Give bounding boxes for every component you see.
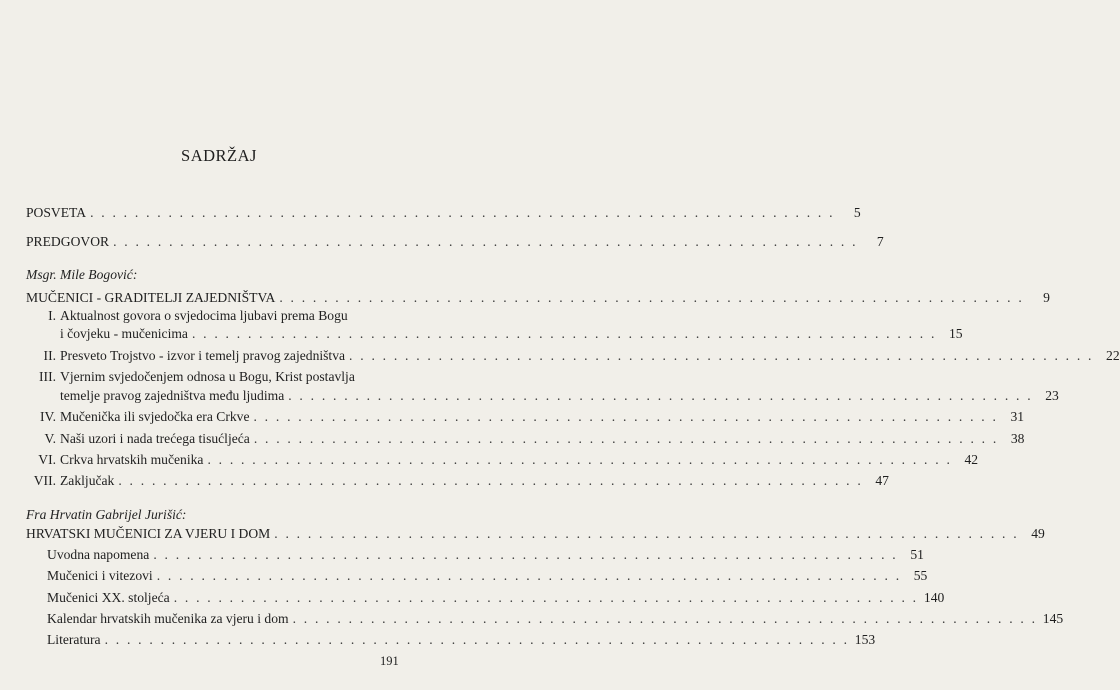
chapter-3-line1	[26, 369, 355, 384]
chapter-number: II.	[43, 348, 56, 363]
chapter-5	[26, 431, 1025, 446]
toc-entry-page: 15	[948, 326, 963, 341]
leader-dots: . . . . . . . . . . . . . . . . . . . . . . . . . . . . . . . . . . . . . . . . . . . . . . . . . . . . . . . . . . . . . . . . . . .	[349, 348, 1094, 363]
chapter-title: Presveto Trojstvo - izvor i temelj pravog zajedništva	[60, 348, 346, 363]
chapter-3-line2	[60, 388, 1059, 403]
leader-dots: . . . . . . . . . . . . . . . . . . . . . . . . . . . . . . . . . . . . . . . . . . . . . . . . . . . . . . . . . . . . . . . . . . .	[118, 473, 863, 488]
chapter-number: I.	[48, 308, 56, 323]
part2-author: Fra Hrvatin Gabrijel Jurišić:	[26, 507, 187, 522]
section-uvodna-napomena	[47, 547, 924, 562]
chapter-1-line2	[60, 326, 963, 341]
section-title: Literatura	[47, 632, 101, 647]
chapter-title: Zaključak	[60, 473, 115, 488]
chapter-title: Naši uzori i nada trećega tisućljeća	[60, 431, 250, 446]
toc-entry-page: 55	[913, 568, 928, 583]
chapter-number: V.	[44, 431, 56, 446]
section-kalendar	[47, 611, 1064, 626]
toc-entry-page: 145	[1042, 611, 1064, 626]
leader-dots: . . . . . . . . . . . . . . . . . . . . . . . . . . . . . . . . . . . . . . . . . . . . . . . . . . . . . . . . . . . . . . . . . . .	[156, 568, 902, 583]
chapter-7	[26, 473, 889, 488]
toc-entry-page: 153	[854, 632, 876, 647]
leader-dots: . . . . . . . . . . . . . . . . . . . . . . . . . . . . . . . . . . . . . . . . . . . . . . . . . . . . . . . . . . . . . . . . . . .	[288, 388, 1033, 403]
part2-heading: HRVATSKI MUČENICI ZA VJERU I DOM	[26, 526, 271, 541]
page-number: 191	[380, 654, 399, 668]
section-title: Uvodna napomena	[47, 547, 150, 562]
toc-entry-label: POSVETA	[26, 205, 87, 220]
chapter-4	[26, 409, 1025, 424]
leader-dots: . . . . . . . . . . . . . . . . . . . . . . . . . . . . . . . . . . . . . . . . . . . . . . . . . . . . . . . . . . . . . . . . . . .	[191, 326, 937, 341]
toc-entry-page: 49	[1031, 526, 1045, 541]
part1-heading-entry	[26, 290, 1050, 305]
chapter-number: VII.	[33, 473, 56, 488]
toc-entry-label: PREDGOVOR	[26, 234, 110, 249]
leader-dots: . . . . . . . . . . . . . . . . . . . . . . . . . . . . . . . . . . . . . . . . . . . . . . . . . . . . . . . . . . . . . . . . . . .	[173, 590, 919, 605]
toc-entry-page: 51	[910, 547, 924, 562]
chapter-title: Aktualnost govora o svjedocima ljubavi prema Bogu	[60, 308, 348, 323]
chapter-title: Vjernim svjedočenjem odnosa u Bogu, Krist postavlja	[60, 369, 355, 384]
leader-dots: . . . . . . . . . . . . . . . . . . . . . . . . . . . . . . . . . . . . . . . . . . . . . . . . . . . . . . . . . . . . . . . . . . .	[274, 526, 1019, 541]
chapter-2	[26, 348, 1120, 363]
toc-entry-page: 5	[853, 205, 861, 220]
toc-entry-page: 140	[923, 590, 945, 605]
section-mucenici-xx-stoljeca	[47, 590, 945, 605]
toc-entry-page: 7	[876, 234, 884, 249]
toc-entry-predgovor	[26, 234, 884, 249]
leader-dots: . . . . . . . . . . . . . . . . . . . . . . . . . . . . . . . . . . . . . . . . . . . . . . . . . . . . . . . . . . . . . . . . . . .	[104, 632, 850, 647]
chapter-title-cont: i čovjeku - mučenicima	[60, 326, 188, 341]
toc-entry-page: 42	[964, 452, 979, 467]
section-mucenici-i-vitezovi	[47, 568, 928, 583]
chapter-1-line1	[26, 308, 348, 323]
toc-entry-page: 9	[1043, 290, 1050, 305]
leader-dots: . . . . . . . . . . . . . . . . . . . . . . . . . . . . . . . . . . . . . . . . . . . . . . . . . . . . . . . . . . . . . . . . . . .	[279, 290, 1024, 305]
chapter-number: VI.	[38, 452, 56, 467]
chapter-number: IV.	[40, 409, 56, 424]
chapter-title: Crkva hrvatskih mučenika	[60, 452, 204, 467]
section-title: Mučenici i vitezovi	[47, 568, 153, 583]
section-title: Kalendar hrvatskih mučenika za vjeru i dom	[47, 611, 289, 626]
section-literatura	[47, 632, 876, 647]
chapter-title-cont: temelje pravog zajedništva među ljudima	[60, 388, 285, 403]
leader-dots: . . . . . . . . . . . . . . . . . . . . . . . . . . . . . . . . . . . . . . . . . . . . . . . . . . . . . . . . . . . . . . . . . . .	[153, 547, 898, 562]
toc-entry-page: 47	[875, 473, 889, 488]
part1-author: Msgr. Mile Bogović:	[26, 267, 138, 282]
leader-dots: . . . . . . . . . . . . . . . . . . . . . . . . . . . . . . . . . . . . . . . . . . . . . . . . . . . . . . . . . . . . . . . . . . .	[90, 205, 835, 220]
part2-heading-entry	[26, 526, 1045, 541]
leader-dots: . . . . . . . . . . . . . . . . . . . . . . . . . . . . . . . . . . . . . . . . . . . . . . . . . . . . . . . . . . . . . . . . . . .	[253, 431, 999, 446]
leader-dots: . . . . . . . . . . . . . . . . . . . . . . . . . . . . . . . . . . . . . . . . . . . . . . . . . . . . . . . . . . . . . . . . . . .	[253, 409, 999, 424]
chapter-title: Mučenička ili svjedočka era Crkve	[60, 409, 250, 424]
toc-entry-posveta	[26, 205, 861, 220]
toc-entry-page: 38	[1010, 431, 1025, 446]
section-title: Mučenici XX. stoljeća	[47, 590, 170, 605]
page-title: SADRŽAJ	[181, 146, 257, 165]
chapter-number: III.	[39, 369, 56, 384]
leader-dots: . . . . . . . . . . . . . . . . . . . . . . . . . . . . . . . . . . . . . . . . . . . . . . . . . . . . . . . . . . . . . . . . . . .	[113, 234, 858, 249]
toc-entry-page: 31	[1010, 409, 1025, 424]
leader-dots: . . . . . . . . . . . . . . . . . . . . . . . . . . . . . . . . . . . . . . . . . . . . . . . . . . . . . . . . . . . . . . . . . . .	[207, 452, 953, 467]
toc-entry-page: 22	[1106, 348, 1120, 363]
toc-entry-page: 23	[1045, 388, 1059, 403]
chapter-6	[26, 452, 979, 467]
leader-dots: . . . . . . . . . . . . . . . . . . . . . . . . . . . . . . . . . . . . . . . . . . . . . . . . . . . . . . . . . . . . . . . . . . .	[292, 611, 1038, 626]
part1-heading: MUČENICI - GRADITELJI ZAJEDNIŠTVA	[26, 290, 276, 305]
